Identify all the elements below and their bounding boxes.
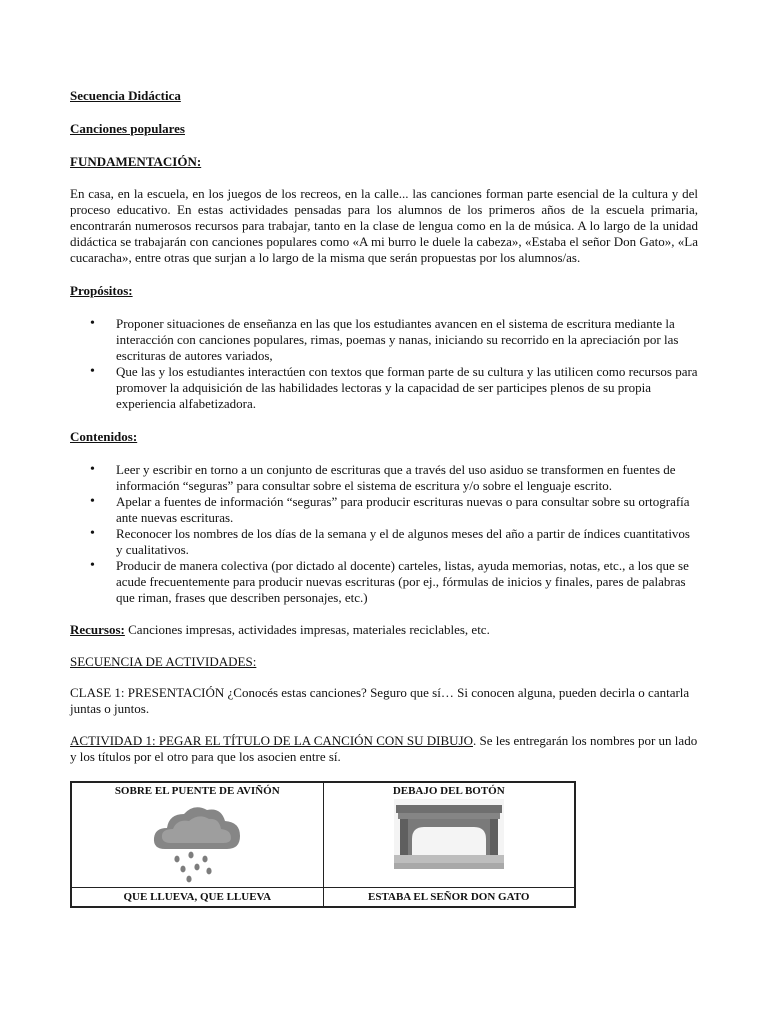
list-item: • Producir de manera colectiva (por dictado al docente) carteles, listas, ayuda memorias, notas, etc., a los que se acude frecuentemente para producir nuevas escrituras (por ej., fórmulas de inicios y finales, pares de palabras que riman, frases que describen personajes, etc.)	[70, 558, 698, 606]
fundamentacion-text: En casa, en la escuela, en los juegos de los recreos, en la calle... las canciones forman parte esencial de la cultura y del proceso educativo. En estas actividades pensadas para los alumnos de los primeros años de la escuela primaria, encontrarán numerosos recursos para trabajar, tanto en la clase de lengua como en la de música. A lo largo de la unidad didáctica se trabajarán con canciones populares como «A mi burro le duele la cabeza», «Estaba el señor Don Gato», «La cucaracha», entre otras que surjan a lo largo de la misma que serán propuestas por los alumnos/as.	[70, 186, 698, 265]
propositos-heading: Propósitos:	[70, 283, 133, 298]
contenidos-heading: Contenidos:	[70, 429, 138, 444]
fundamentacion-heading: FUNDAMENTACIÓN:	[70, 154, 202, 169]
propositos-list	[70, 316, 698, 412]
document-title: Secuencia Didáctica	[70, 88, 181, 103]
clase1-label: CLASE 1: PRESENTACIÓN	[70, 685, 225, 700]
cell-title: QUE LLUEVA, QUE LLUEVA	[123, 891, 272, 903]
actividad1-label: ACTIVIDAD 1: PEGAR EL TÍTULO DE LA CANCIÓN CON SU DIBUJO	[70, 733, 473, 748]
list-item: • Leer y escribir en torno a un conjunto de escrituras que a través del uso asiduo se transformen en fuentes de información “seguras” para consultar sobre el sistema de escritura y/o sobre el lenguaje escrito.	[70, 462, 698, 494]
matching-table	[70, 781, 576, 908]
rain-cloud-icon	[72, 799, 323, 887]
cell-title: SOBRE EL PUENTE DE AVIÑÓN	[114, 785, 280, 797]
table-cell	[71, 782, 323, 888]
cell-title: ESTABA EL SEÑOR DON GATO	[368, 891, 530, 903]
list-item: • Proponer situaciones de enseñanza en las que los estudiantes avancen en el sistema de escritura mediante la interacción con canciones populares, rimas, poemas y nanas, iniciando su recorrido en la apreciación por las escrituras de autores variados,	[70, 316, 698, 364]
recursos-paragraph	[70, 622, 698, 638]
actividad1-text: . Se les entregarán los nombres por un lado y los títulos por el otro para que los asocien entre sí.	[70, 733, 698, 764]
secuencia-heading: SECUENCIA DE ACTIVIDADES:	[70, 654, 257, 669]
recursos-label: Recursos:	[70, 622, 125, 637]
list-item: • Apelar a fuentes de información “seguras” para producir escrituras nuevas o para consultar sobre su ortografía ante nuevas escrituras.	[70, 494, 698, 526]
table-cell	[71, 888, 323, 908]
clase1-paragraph	[70, 685, 698, 717]
document-page	[70, 88, 698, 908]
cell-title: DEBAJO DEL BOTÓN	[392, 785, 505, 797]
recursos-text: Canciones impresas, actividades impresas, materiales reciclables, etc.	[124, 622, 490, 637]
list-item: • Que las y los estudiantes interactúen con textos que forman parte de su cultura y las utilicen como recursos para promover la adquisición de las habilidades lectoras y la capacidad de ser participes plenos de su propia experiencia alfabetizadora.	[70, 364, 698, 412]
document-subtitle: Canciones populares	[70, 121, 185, 136]
table-cell	[323, 782, 575, 888]
clase1-text: ¿Conocés estas canciones? Seguro que sí… Si conocen alguna, pueden decirla o cantarla juntas o juntos.	[70, 685, 690, 716]
table-cell	[323, 888, 575, 908]
contenidos-list	[70, 462, 698, 606]
actividad1-paragraph	[70, 733, 698, 765]
list-item: • Reconocer los nombres de los días de la semana y el de algunos meses del año a partir de índices cuantitativos y cualitativos.	[70, 526, 698, 558]
bridge-icon	[324, 799, 575, 887]
